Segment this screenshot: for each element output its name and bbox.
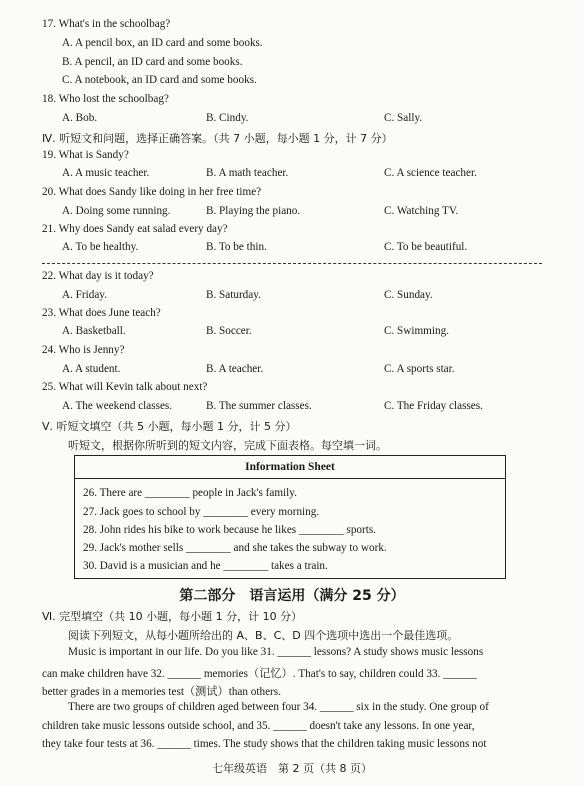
question-25-option-a: A. The weekend classes. bbox=[62, 400, 173, 412]
question-23-option-a: A. Basketball. bbox=[62, 325, 126, 337]
sheet-item-29: 29. Jack's mother sells ________ and she takes the subway to work. bbox=[83, 542, 387, 554]
question-20-option-a: A. Doing some running. bbox=[62, 205, 171, 217]
section-4-heading: Ⅳ. 听短文和问题，选择正确答案。（共 7 小题，每小题 1 分，计 7 分） bbox=[42, 132, 393, 145]
question-19-option-c: C. A science teacher. bbox=[384, 167, 477, 179]
passage-line-3: better grades in a memories test（测试）than others. bbox=[42, 686, 281, 698]
information-sheet-title: Information Sheet bbox=[75, 456, 505, 479]
sheet-item-26: 26. There are ________ people in Jack's family. bbox=[83, 487, 297, 499]
dashed-divider bbox=[42, 263, 542, 264]
question-18-option-c: C. Sally. bbox=[384, 112, 423, 124]
question-21-stem: 21. Why does Sandy eat salad every day? bbox=[42, 223, 228, 235]
question-23-option-c: C. Swimming. bbox=[384, 325, 449, 337]
question-17-option-c: C. A notebook, an ID card and some books. bbox=[62, 74, 257, 86]
question-25-option-c: C. The Friday classes. bbox=[384, 400, 483, 412]
passage-line-6: they take four tests at 36. ______ times. The study shows that the children taking music lessons not bbox=[42, 738, 487, 750]
question-25-stem: 25. What will Kevin talk about next? bbox=[42, 381, 208, 393]
question-24-option-a: A. A student. bbox=[62, 363, 121, 375]
question-17-stem: 17. What's in the schoolbag? bbox=[42, 18, 171, 30]
question-18-option-a: A. Bob. bbox=[62, 112, 98, 124]
question-21-option-c: C. To be beautiful. bbox=[384, 241, 468, 253]
passage-line-2: can make children have 32. ______ memories（记忆）. That's to say, children could 33. ______ bbox=[42, 668, 477, 680]
question-22-option-b: B. Saturday. bbox=[206, 289, 261, 301]
passage-line-1: Music is important in our life. Do you like 31. ______ lessons? A study shows music lessons bbox=[68, 646, 484, 658]
question-20-option-c: C. Watching TV. bbox=[384, 205, 459, 217]
question-19-stem: 19. What is Sandy? bbox=[42, 149, 129, 161]
question-24-stem: 24. Who is Jenny? bbox=[42, 344, 125, 356]
question-20-option-b: B. Playing the piano. bbox=[206, 205, 301, 217]
question-22-option-c: C. Sunday. bbox=[384, 289, 433, 301]
section-6-instruction: 阅读下列短文，从每小题所给出的 A、B、C、D 四个选项中选出一个最佳选项。 bbox=[68, 629, 459, 642]
question-19-option-a: A. A music teacher. bbox=[62, 167, 150, 179]
section-5-instruction: 听短文，根据你所听到的短文内容，完成下面表格。每空填一词。 bbox=[68, 439, 387, 452]
sheet-item-28: 28. John rides his bike to work because he likes ________ sports. bbox=[83, 524, 377, 536]
section-6-heading: Ⅵ. 完型填空（共 10 小题，每小题 1 分，计 10 分） bbox=[42, 610, 303, 623]
question-18-stem: 18. Who lost the schoolbag? bbox=[42, 93, 169, 105]
question-19-option-b: B. A math teacher. bbox=[206, 167, 289, 179]
question-22-option-a: A. Friday. bbox=[62, 289, 107, 301]
passage-line-5: children take music lessons outside school, and 35. ______ doesn't take any lessons. In one year, bbox=[42, 720, 475, 732]
question-23-option-b: B. Soccer. bbox=[206, 325, 252, 337]
question-21-option-a: A. To be healthy. bbox=[62, 241, 139, 253]
question-24-option-c: C. A sports star. bbox=[384, 363, 455, 375]
question-17-option-a: A. A pencil box, an ID card and some books. bbox=[62, 37, 263, 49]
question-17-option-b: B. A pencil, an ID card and some books. bbox=[62, 56, 243, 68]
question-21-option-b: B. To be thin. bbox=[206, 241, 267, 253]
question-25-option-b: B. The summer classes. bbox=[206, 400, 312, 412]
section-5-heading: Ⅴ. 听短文填空（共 5 小题，每小题 1 分，计 5 分） bbox=[42, 420, 297, 433]
question-18-option-b: B. Cindy. bbox=[206, 112, 249, 124]
question-23-stem: 23. What does June teach? bbox=[42, 307, 161, 319]
sheet-item-27: 27. Jack goes to school by ________ every morning. bbox=[83, 506, 320, 518]
part-2-title: 第二部分 语言运用（满分 25 分） bbox=[179, 588, 405, 604]
question-20-stem: 20. What does Sandy like doing in her free time? bbox=[42, 186, 262, 198]
question-24-option-b: B. A teacher. bbox=[206, 363, 264, 375]
information-sheet bbox=[74, 455, 506, 579]
question-22-stem: 22. What day is it today? bbox=[42, 270, 154, 282]
passage-line-4: There are two groups of children aged between four 34. ______ six in the study. One group of bbox=[68, 701, 489, 713]
sheet-item-30: 30. David is a musician and he ________ takes a train. bbox=[83, 560, 328, 572]
page-footer: 七年级英语 第 2 页（共 8 页） bbox=[212, 762, 372, 775]
